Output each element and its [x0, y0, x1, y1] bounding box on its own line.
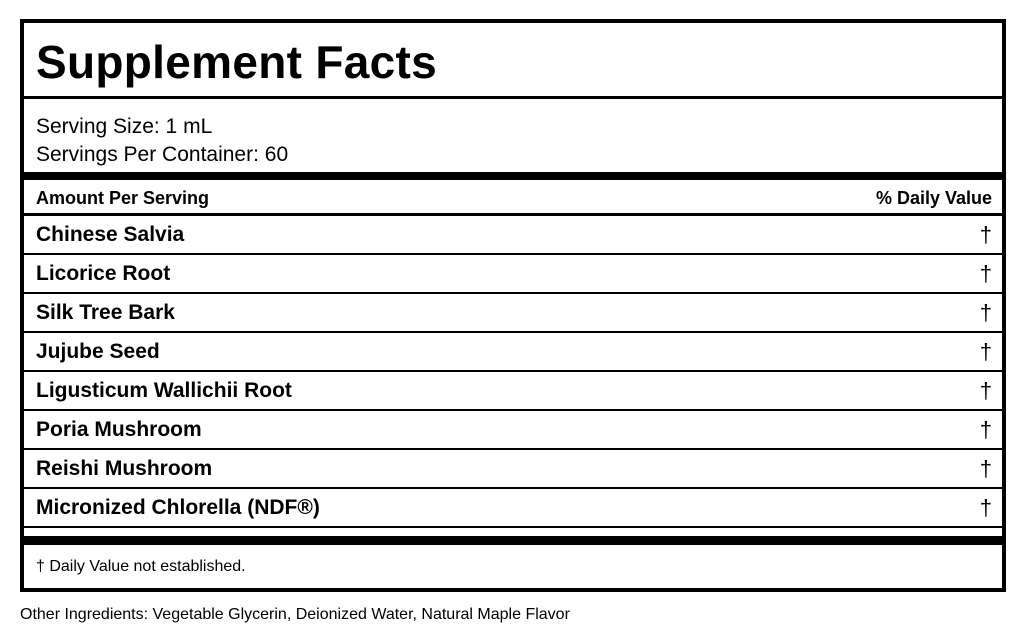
title-section	[24, 23, 1002, 99]
column-header	[24, 180, 1002, 216]
ingredient-daily-value: †	[979, 261, 992, 286]
ingredient-row	[24, 372, 1002, 411]
ingredient-name: Licorice Root	[36, 262, 171, 285]
ingredient-name: Silk Tree Bark	[36, 301, 175, 324]
spacer	[24, 528, 1002, 536]
ingredient-name: Ligusticum Wallichii Root	[36, 379, 292, 402]
ingredient-row	[24, 333, 1002, 372]
ingredient-row	[24, 411, 1002, 450]
amount-per-serving-label: Amount Per Serving	[36, 188, 210, 208]
ingredient-daily-value: †	[979, 495, 992, 520]
ingredient-row	[24, 255, 1002, 294]
panel-title: Supplement Facts	[36, 36, 437, 88]
ingredient-daily-value: †	[979, 222, 992, 247]
serving-info	[24, 99, 1002, 172]
ingredient-daily-value: †	[979, 456, 992, 481]
ingredient-row	[24, 450, 1002, 489]
ingredient-row	[24, 216, 1002, 255]
servings-per-container: Servings Per Container: 60	[36, 143, 289, 166]
ingredient-daily-value: †	[979, 417, 992, 442]
footnote: † Daily Value not established.	[36, 558, 246, 575]
ingredient-row	[24, 294, 1002, 333]
supplement-facts-panel	[20, 19, 1006, 592]
thick-divider	[24, 172, 1002, 180]
footnote-section	[24, 545, 1002, 586]
ingredient-name: Jujube Seed	[36, 340, 160, 363]
ingredient-name: Poria Mushroom	[36, 418, 202, 441]
daily-value-label: % Daily Value	[875, 188, 992, 208]
ingredient-name: Micronized Chlorella (NDF®)	[36, 496, 320, 519]
ingredient-name: Chinese Salvia	[36, 223, 185, 246]
ingredient-name: Reishi Mushroom	[36, 457, 213, 480]
ingredient-row	[24, 489, 1002, 528]
ingredient-daily-value: †	[979, 378, 992, 403]
serving-size: Serving Size: 1 mL	[36, 115, 213, 138]
ingredient-daily-value: †	[979, 300, 992, 325]
thick-divider-bottom	[24, 536, 1002, 545]
ingredient-daily-value: †	[979, 339, 992, 364]
ingredient-list	[24, 216, 1002, 528]
other-ingredients: Other Ingredients: Vegetable Glycerin, Deionized Water, Natural Maple Flavor	[20, 606, 570, 623]
